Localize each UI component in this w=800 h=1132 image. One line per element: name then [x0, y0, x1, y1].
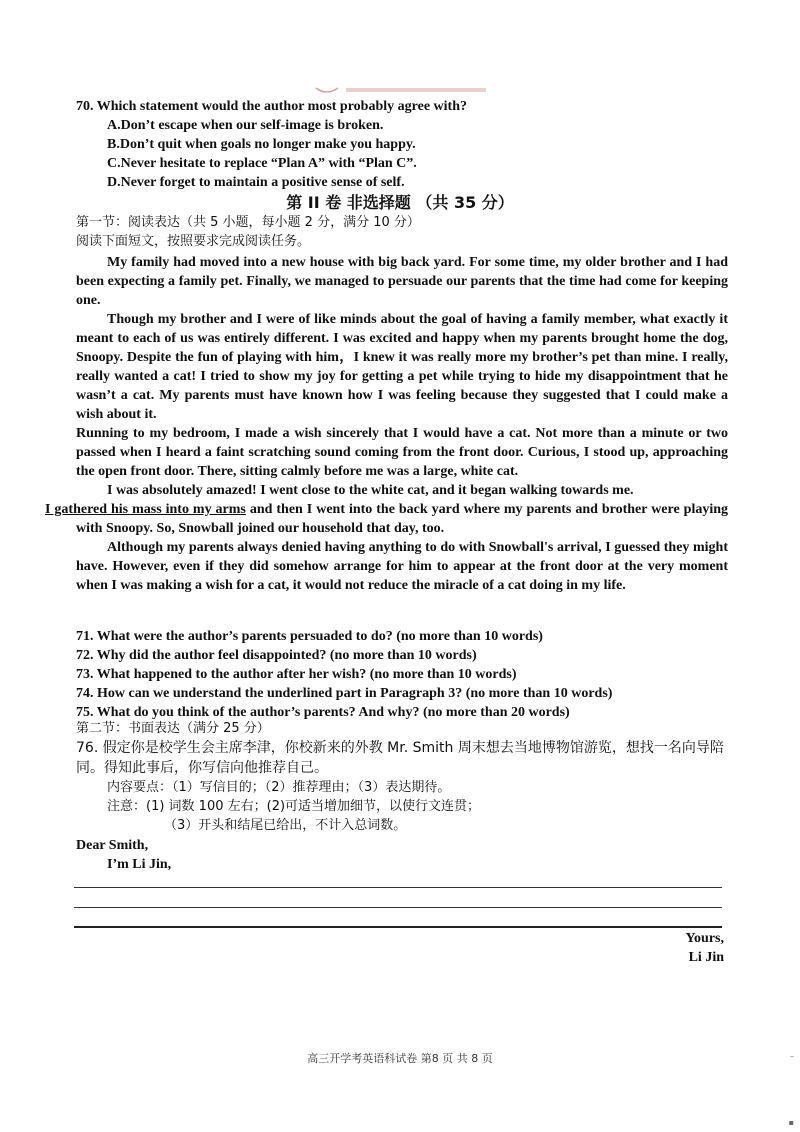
- page-footer: 高三开学考英语科试卷 第8 页 共 8 页: [307, 1052, 493, 1065]
- letter-closing-phrase: Yours,: [685, 931, 724, 946]
- writing-note-2: （3）开头和结尾已给出，不计入总词数。: [164, 818, 407, 833]
- writing-points: 内容要点：（1）写信目的；（2）推荐理由；（3）表达期待。: [107, 780, 451, 795]
- passage-paragraph-1: My family had moved into a new house with big back yard. For some time, my older brother and I had been expecting a family pet. Finally, we managed to persuade our parents that the time had come for keeping one.: [76, 255, 728, 308]
- passage-paragraph-4-start: I was absolutely amazed! I went close to the white cat, and it began walking towards me.: [107, 483, 634, 498]
- letter-closing: [685, 929, 724, 967]
- question-71: 71. What were the author’s parents persuaded to do? (no more than 10 words): [76, 629, 543, 644]
- question-70-stem: 70. Which statement would the author most probably agree with?: [76, 99, 467, 114]
- question-70-option-c: C.Never hesitate to replace “Plan A” with “Plan C”.: [107, 156, 417, 171]
- question-75: 75. What do you think of the author’s parents? And why? (no more than 20 words): [76, 705, 570, 720]
- letter-first-line: I’m Li Jin,: [107, 857, 172, 872]
- answer-line-3[interactable]: [74, 926, 722, 928]
- question-73: 73. What happened to the author after her wish? (no more than 10 words): [76, 667, 517, 682]
- corner-mark-icon: ▪: [788, 1118, 794, 1127]
- writing-prompt: 76. 假定你是校学生会主席李津，你校新来的外教 Mr. Smith 周末想去当地博物馆游览，想找一名向导陪同。得知此事后，你写信向他推荐自己。: [76, 740, 724, 776]
- passage-paragraph-5: Although my parents always denied having anything to do with Snowball's arrival, I guessed they might have. However, even if they did somehow arrange for him to appear at the front door at the very moment when I was making a wish for a cat, it would not reduce the miracle of a cat doing in my life.: [76, 540, 728, 593]
- question-70-option-a: A.Don’t escape when our self-image is broken.: [107, 118, 384, 133]
- passage-paragraph-2: Though my brother and I were of like minds about the goal of having a family member, what exactly it meant to each of us was entirely different. I was excited and happy when my parents brought home the dog, Snoopy. Despite the fun of playing with him，I knew it was really more my brother’s pet than mine. I really, really wanted a cat! I tried to show my joy for getting a pet while trying to hide my disappointment that he wasn’t a cat. My parents must have known how I was feeling because they suggested that I could make a wish about it.: [76, 312, 728, 422]
- answer-line-2[interactable]: [74, 907, 722, 908]
- writing-heading: 第二节：书面表达（满分 25 分）: [76, 721, 270, 736]
- letter-signature: Li Jin: [688, 950, 724, 965]
- passage-paragraph-4: [45, 481, 729, 538]
- question-74: 74. How can we understand the underlined part in Paragraph 3? (no more than 10 words): [76, 686, 613, 701]
- question-70-option-d: D.Never forget to maintain a positive sense of self.: [107, 175, 405, 190]
- answer-line-1[interactable]: [74, 887, 722, 888]
- part-2-title: 第 II 卷 非选择题 （共 35 分）: [286, 193, 514, 212]
- underlined-phrase: I gathered his mass into my arms: [45, 502, 246, 517]
- writing-section: [76, 719, 728, 835]
- passage-paragraph-3: Running to my bedroom, I made a wish sincerely that I would have a cat. Not more than a minute or two passed when I heard a faint scratching sound coming from the front door. Curious, I stood up, approaching the open front door. There, sitting calmly before me was a large, white cat.: [76, 426, 728, 479]
- question-70-option-b: B.Don’t quit when goals no longer make you happy.: [107, 137, 416, 152]
- section-1-instruction: 阅读下面短文，按照要求完成阅读任务。: [76, 234, 311, 249]
- reading-questions: [76, 627, 728, 722]
- edge-mark-icon: –: [790, 1052, 794, 1061]
- section-1-heading: 第一节：阅读表达（共 5 小题，每小题 2 分，满分 10 分）: [76, 215, 420, 230]
- letter-salutation: Dear Smith,: [76, 838, 149, 853]
- reading-passage: [45, 253, 729, 595]
- question-72: 72. Why did the author feel disappointed? (no more than 10 words): [76, 648, 477, 663]
- passage-paragraph-4-end: and then I went into the back yard where my parents and brother were playing with Snoopy. So, Snowball joined our household that day, too.: [76, 502, 729, 536]
- section-1-header: [76, 213, 728, 251]
- writing-note-1: 注意：(1) 词数 100 左右；(2)可适当增加细节，以使行文连贯；: [107, 799, 481, 814]
- watermark-seal: [312, 84, 492, 96]
- letter-opening: [76, 836, 171, 874]
- question-70: [76, 97, 736, 192]
